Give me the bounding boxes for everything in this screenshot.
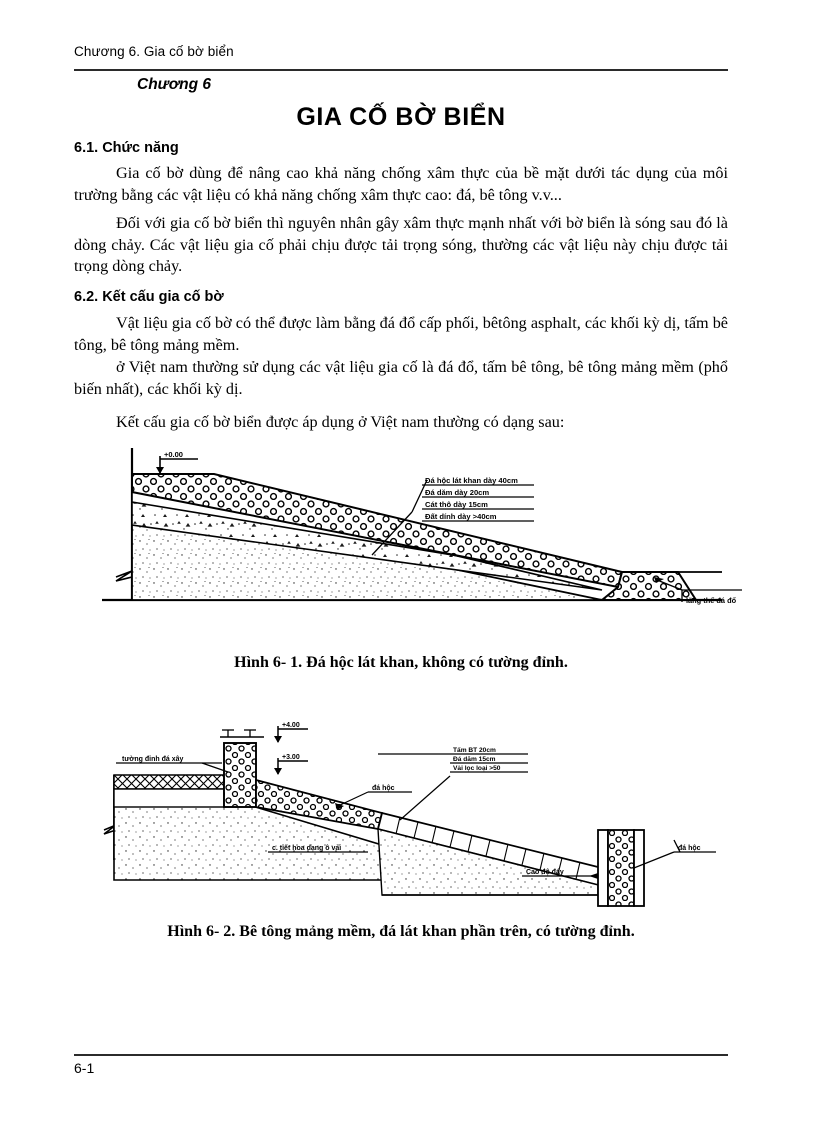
figure-6-2-layer-2-label: Đá dăm 15cm	[453, 756, 496, 763]
section-heading-6-1: 6.1. Chức năng	[74, 140, 179, 156]
paragraph-6-2-1: Vật liệu gia cố bờ có thể được làm bằng đá đổ cấp phối, bêtông asphalt, các khối kỳ dị, tấm bê tông, bê tông mảng mềm.	[74, 314, 728, 354]
page-number: 6-1	[74, 1060, 95, 1076]
crown-wall-cap	[220, 730, 264, 737]
figure-6-2-layer-labels	[378, 746, 528, 820]
crown-base-layer	[114, 789, 224, 807]
figure-6-2-riprap-label: đá hộc	[372, 785, 395, 792]
toe-wall-left	[598, 830, 608, 906]
break-symbol-icon	[116, 571, 132, 581]
page-title: GIA CỐ BỜ BIỂN	[296, 103, 506, 131]
figure-6-2-crown-wall-label-group	[116, 756, 228, 772]
figure-6-1-caption: Hình 6- 1. Đá hộc lát khan, không có tường đỉnh.	[234, 654, 568, 671]
figure-6-2-layer-1-label: Tấm BT 20cm	[453, 747, 496, 754]
header-divider	[74, 69, 728, 71]
paragraph-6-2-2: ở Việt nam thường sử dụng các vật liệu gia cố là đá đổ, tấm bê tông, bê tông mảng mềm (phổ biến nhất), các khối kỳ dị.	[74, 358, 728, 398]
figure-6-2-toe-rock-label: đá hộc	[678, 845, 701, 852]
crown-pavement-layer	[114, 775, 224, 789]
figure-6-2-bottom-level-label: Cao độ đáy	[526, 869, 564, 876]
figure-6-1-layer-2-label: Đá dăm dày 20cm	[425, 488, 490, 497]
footer-divider	[74, 1054, 728, 1056]
figure-6-2-detail-note: c. tiết hoa dạng ô vải	[272, 845, 342, 852]
chapter-label: Chương 6	[137, 76, 211, 93]
crown-wall	[224, 743, 256, 807]
figure-6-2-caption: Hình 6- 2. Bê tông mảng mềm, đá lát khan phần trên, có tường đỉnh.	[167, 923, 635, 940]
figure-6-2-level-top-label: +4.00	[282, 722, 300, 729]
figure-6-2-layer-3-label: Vải lọc loại >50	[453, 765, 501, 772]
running-header: Chương 6. Gia cố bờ biển	[74, 44, 234, 59]
figure-6-1-layer-1-label: Đá hộc lát khan dày 40cm	[425, 476, 518, 485]
paragraph-6-1-1: Gia cố bờ dùng để nâng cao khả năng chống xâm thực của bề mặt dưới tác dụng của môi trường bằng các vật liệu có khả năng chống xâm thực cao: đá, bê tông v.v...	[74, 164, 728, 204]
figure-6-2-toe-rock-label-group	[634, 840, 716, 868]
figure-6-1-layer-labels	[422, 476, 534, 521]
figure-6-2-drawing	[82, 680, 742, 915]
paragraph-6-2-3: Kết cấu gia cố bờ biển được áp dụng ở Việt nam thường có dạng sau:	[116, 413, 565, 431]
figure-6-1-crest-level-label: +0.00	[164, 450, 183, 459]
paragraph-6-1-2: Đối với gia cố bờ biển thì nguyên nhân gây xâm thực mạnh nhất với bờ biển là sóng sau đó là dòng chảy. Các vật liệu gia cố phải chịu được tải trọng sóng, thường các vật liệu này chịu được tải trọng dòng chảy.	[74, 214, 728, 275]
figure-6-1-layer-4-label: Đất dính dày >40cm	[425, 512, 497, 521]
figure-6-2-level-mid-label: +3.00	[282, 754, 300, 761]
figure-6-2-crown-wall-label: tường đỉnh đá xây	[122, 756, 184, 763]
figure-6-1-toe-label: lăng thể đá đổ	[686, 596, 737, 605]
section-heading-6-2: 6.2. Kết cấu gia cố bờ	[74, 289, 224, 305]
toe-rock-core	[608, 830, 634, 906]
figure-6-1-drawing	[82, 440, 742, 645]
figure-6-1-layer-3-label: Cát thô dày 15cm	[425, 500, 488, 509]
